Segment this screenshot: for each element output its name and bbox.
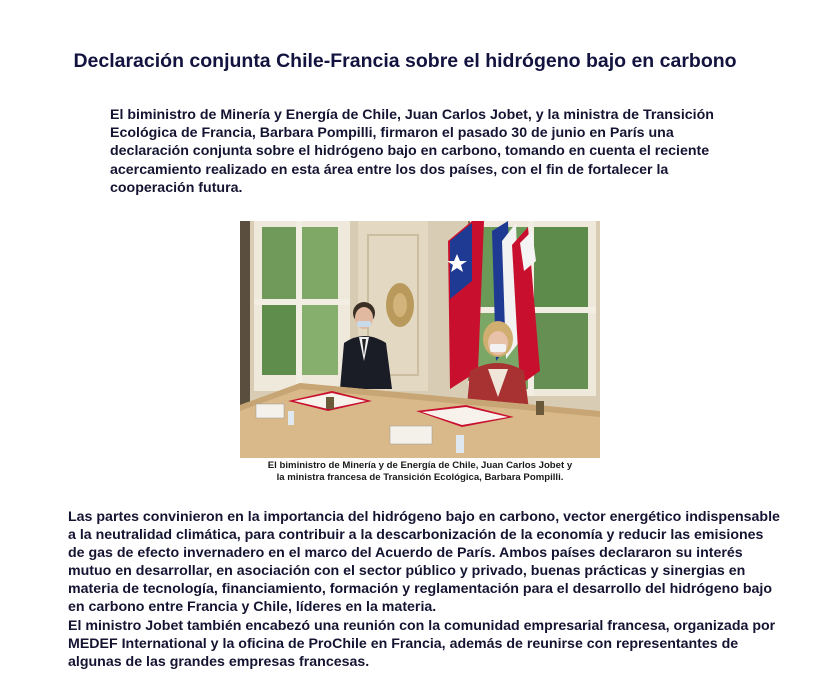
body-paragraph: El ministro Jobet también encabezó una reunión con la comunidad empresarial francesa, organizada por MEDEF International y la oficina de ProChile en Francia, además de reunirse con representantes de algunas de las grandes empresas francesas. [68,617,776,670]
article-title: Declaración conjunta Chile-Francia sobre el hidrógeno bajo en carbono [73,50,737,73]
caption-line: El biministro de Minería y de Energía de Chile, Juan Carlos Jobet y [267,460,573,471]
article-body [68,508,780,671]
article-intro: El biministro de Minería y Energía de Chile, Juan Carlos Jobet, y la ministra de Transición Ecológica de Francia, Barbara Pompilli, firmaron el pasado 30 de junio en París una declaración conjunta sobre el hidrógeno bajo en carbono, tomando en cuenta el reciente acercamiento realizado en esta área entre los dos países, con el fin de fortalecer la cooperación futura. [110,107,714,196]
photo-caption [245,460,595,484]
caption-line: la ministra francesa de Transición Ecológica, Barbara Pompilli. [276,472,564,483]
body-paragraph: Las partes convinieron en la importancia del hidrógeno bajo en carbono, vector energético indispensable a la neutralidad climática, para contribuir a la descarbonización de la economía y reducir las emisiones de gas de efecto invernadero en el marco del Acuerdo de París. Ambos países declararon su interés mutuo en desarrollar, en asociación con el sector público y privado, buenas prácticas y sinergias en materia de tecnología, financiamiento, formación y reglamentación para el desarrollo del hidrógeno bajo en carbono entre Francia y Chile, líderes en la materia. [68,509,780,616]
article-photo [240,221,600,458]
